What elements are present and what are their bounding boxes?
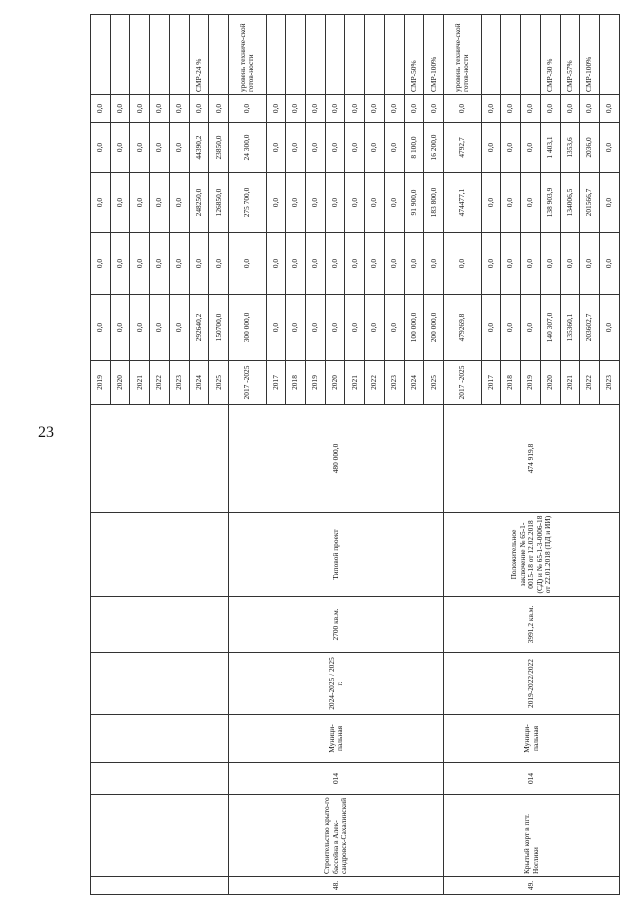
- value-cell: 4792,7: [444, 123, 481, 173]
- note-cell: [209, 15, 229, 95]
- value-cell: 0,0: [365, 233, 385, 295]
- value-cell: 0,0: [404, 233, 424, 295]
- value-cell: 0,0: [110, 173, 130, 233]
- value-cell: 0,0: [384, 95, 404, 123]
- year-cell: 2022: [150, 361, 170, 405]
- value-cell: 0,0: [481, 233, 501, 295]
- value-cell: 0,0: [91, 173, 111, 233]
- project-code: 014: [444, 763, 620, 795]
- value-cell: 200 000,0: [424, 295, 444, 361]
- year-cell: 2019: [521, 361, 541, 405]
- year-cell: 2022: [580, 361, 600, 405]
- value-cell: 0,0: [501, 233, 521, 295]
- value-cell: 0,0: [91, 95, 111, 123]
- note-cell: уровень техниче-ской готов-ности: [229, 15, 266, 95]
- table-body: [91, 15, 620, 895]
- value-cell: 0,0: [501, 173, 521, 233]
- project-name: Строительство крыто-го бассейна в Алек-сандровск-Сахалинский: [229, 795, 444, 877]
- empty-cell: [91, 405, 229, 513]
- project-estimate: 480 000,0: [229, 405, 444, 513]
- year-cell: 2019: [306, 361, 326, 405]
- value-cell: 0,0: [325, 123, 345, 173]
- note-cell: СМР-24 %: [189, 15, 209, 95]
- value-cell: 0,0: [150, 95, 170, 123]
- project-ownership: Муници-пальная: [444, 715, 620, 763]
- value-cell: 0,0: [150, 123, 170, 173]
- empty-cell: [91, 763, 229, 795]
- value-cell: 1 403,1: [540, 123, 560, 173]
- row-number: 49.: [444, 877, 620, 895]
- value-cell: 140 307,0: [540, 295, 560, 361]
- value-cell: 0,0: [306, 123, 326, 173]
- note-cell: [521, 15, 541, 95]
- value-cell: 0,0: [306, 233, 326, 295]
- value-cell: 0,0: [110, 95, 130, 123]
- note-cell: [481, 15, 501, 95]
- year-cell: 2025: [424, 361, 444, 405]
- value-cell: 23850,0: [209, 123, 229, 173]
- value-cell: 0,0: [266, 123, 286, 173]
- note-cell: [286, 15, 306, 95]
- year-cell: 2020: [325, 361, 345, 405]
- value-cell: 0,0: [481, 295, 501, 361]
- value-cell: 0,0: [110, 123, 130, 173]
- project-estimate: 474 919,8: [444, 405, 620, 513]
- investment-table: [90, 14, 620, 895]
- year-cell: 2017 -2025: [229, 361, 266, 405]
- value-cell: 0,0: [229, 233, 266, 295]
- value-cell: 0,0: [501, 295, 521, 361]
- value-cell: 24 300,0: [229, 123, 266, 173]
- note-cell: [384, 15, 404, 95]
- value-cell: 0,0: [365, 123, 385, 173]
- value-cell: 0,0: [130, 173, 150, 233]
- empty-cell: [91, 653, 229, 715]
- project-document: Положительное заключение № 65-1-0015-18 от 12.02.2018 (СД) и № 65-1-3-0006-18 от 22.01.2018 (ПД и ИИ): [444, 513, 620, 597]
- note-cell: [599, 15, 619, 95]
- rotated-table-sheet: [90, 15, 620, 895]
- value-cell: 292640,2: [189, 295, 209, 361]
- value-cell: 0,0: [404, 95, 424, 123]
- year-cell: 2021: [345, 361, 365, 405]
- value-cell: 0,0: [599, 173, 619, 233]
- table-row: [91, 15, 111, 895]
- value-cell: 0,0: [424, 95, 444, 123]
- value-cell: 0,0: [150, 233, 170, 295]
- value-cell: 0,0: [580, 95, 600, 123]
- empty-cell: [91, 597, 229, 653]
- value-cell: 0,0: [599, 233, 619, 295]
- value-cell: 275 700,0: [229, 173, 266, 233]
- value-cell: 0,0: [150, 295, 170, 361]
- value-cell: 0,0: [286, 295, 306, 361]
- value-cell: 0,0: [266, 173, 286, 233]
- value-cell: 1353,6: [560, 123, 580, 173]
- value-cell: 0,0: [209, 233, 229, 295]
- value-cell: 0,0: [560, 95, 580, 123]
- value-cell: 0,0: [169, 123, 189, 173]
- value-cell: 0,0: [91, 295, 111, 361]
- empty-cell: [91, 877, 229, 895]
- value-cell: 474477,1: [444, 173, 481, 233]
- project-period: 2019-2022/2022: [444, 653, 620, 715]
- project-document: Типовой проект: [229, 513, 444, 597]
- table-row: [229, 15, 266, 895]
- note-cell: СМР-57%: [560, 15, 580, 95]
- value-cell: 0,0: [130, 123, 150, 173]
- year-cell: 2023: [599, 361, 619, 405]
- value-cell: 0,0: [540, 95, 560, 123]
- value-cell: 0,0: [325, 173, 345, 233]
- value-cell: 0,0: [384, 173, 404, 233]
- value-cell: 0,0: [560, 233, 580, 295]
- empty-cell: [91, 715, 229, 763]
- value-cell: 0,0: [365, 173, 385, 233]
- project-capacity: 2700 кв.м.: [229, 597, 444, 653]
- value-cell: 0,0: [286, 123, 306, 173]
- value-cell: 0,0: [266, 295, 286, 361]
- year-cell: 2025: [209, 361, 229, 405]
- year-cell: 2017: [481, 361, 501, 405]
- year-cell: 2022: [365, 361, 385, 405]
- year-cell: 2024: [189, 361, 209, 405]
- note-cell: [266, 15, 286, 95]
- value-cell: 126850,0: [209, 173, 229, 233]
- note-cell: СМР-100%: [424, 15, 444, 95]
- value-cell: 0,0: [521, 95, 541, 123]
- value-cell: 300 000,0: [229, 295, 266, 361]
- project-ownership: Муници-пальная: [229, 715, 444, 763]
- note-cell: [345, 15, 365, 95]
- project-capacity: 3991,2 кв.м.: [444, 597, 620, 653]
- value-cell: 0,0: [521, 173, 541, 233]
- value-cell: 0,0: [384, 295, 404, 361]
- note-cell: [169, 15, 189, 95]
- value-cell: 0,0: [444, 95, 481, 123]
- value-cell: 0,0: [599, 295, 619, 361]
- note-cell: [306, 15, 326, 95]
- note-cell: [91, 15, 111, 95]
- value-cell: 0,0: [189, 233, 209, 295]
- value-cell: 0,0: [189, 95, 209, 123]
- value-cell: 0,0: [521, 295, 541, 361]
- note-cell: [365, 15, 385, 95]
- year-cell: 2023: [169, 361, 189, 405]
- value-cell: 0,0: [130, 95, 150, 123]
- year-cell: 2023: [384, 361, 404, 405]
- table-row: [444, 15, 481, 895]
- value-cell: 0,0: [169, 173, 189, 233]
- value-cell: 0,0: [306, 173, 326, 233]
- value-cell: 0,0: [365, 95, 385, 123]
- value-cell: 0,0: [150, 173, 170, 233]
- value-cell: 201566,7: [580, 173, 600, 233]
- value-cell: 16 200,0: [424, 123, 444, 173]
- value-cell: 0,0: [599, 123, 619, 173]
- value-cell: 0,0: [110, 295, 130, 361]
- value-cell: 0,0: [481, 95, 501, 123]
- note-cell: [110, 15, 130, 95]
- value-cell: 0,0: [345, 95, 365, 123]
- value-cell: 0,0: [345, 173, 365, 233]
- value-cell: 0,0: [501, 95, 521, 123]
- value-cell: 0,0: [325, 95, 345, 123]
- project-code: 014: [229, 763, 444, 795]
- value-cell: 0,0: [266, 233, 286, 295]
- value-cell: 0,0: [91, 123, 111, 173]
- project-name: Крытый корт в пгт. Ноглики: [444, 795, 620, 877]
- value-cell: 183 800,0: [424, 173, 444, 233]
- value-cell: 0,0: [580, 233, 600, 295]
- value-cell: 150700,0: [209, 295, 229, 361]
- value-cell: 91 900,0: [404, 173, 424, 233]
- year-cell: 2020: [540, 361, 560, 405]
- note-cell: [130, 15, 150, 95]
- value-cell: 0,0: [345, 233, 365, 295]
- value-cell: 0,0: [424, 233, 444, 295]
- year-cell: 2020: [110, 361, 130, 405]
- note-cell: СМР-50%: [404, 15, 424, 95]
- value-cell: 0,0: [521, 123, 541, 173]
- value-cell: 135360,1: [560, 295, 580, 361]
- value-cell: 0,0: [325, 295, 345, 361]
- value-cell: 0,0: [286, 173, 306, 233]
- value-cell: 0,0: [229, 95, 266, 123]
- note-cell: СМР-30 %: [540, 15, 560, 95]
- value-cell: 2036,0: [580, 123, 600, 173]
- value-cell: 0,0: [306, 295, 326, 361]
- value-cell: 0,0: [169, 295, 189, 361]
- year-cell: 2017 -2025: [444, 361, 481, 405]
- value-cell: 44390,2: [189, 123, 209, 173]
- value-cell: 0,0: [169, 233, 189, 295]
- value-cell: 0,0: [384, 233, 404, 295]
- value-cell: 0,0: [286, 95, 306, 123]
- value-cell: 0,0: [345, 295, 365, 361]
- value-cell: 0,0: [540, 233, 560, 295]
- value-cell: 0,0: [345, 123, 365, 173]
- row-number: 48.: [229, 877, 444, 895]
- value-cell: 0,0: [306, 95, 326, 123]
- value-cell: 0,0: [266, 95, 286, 123]
- year-cell: 2018: [501, 361, 521, 405]
- value-cell: 0,0: [91, 233, 111, 295]
- empty-cell: [91, 513, 229, 597]
- note-cell: [150, 15, 170, 95]
- year-cell: 2021: [560, 361, 580, 405]
- value-cell: 138 903,9: [540, 173, 560, 233]
- value-cell: 0,0: [444, 233, 481, 295]
- page-number: 23: [38, 424, 54, 441]
- value-cell: 0,0: [169, 95, 189, 123]
- year-cell: 2018: [286, 361, 306, 405]
- value-cell: 0,0: [481, 123, 501, 173]
- value-cell: 0,0: [365, 295, 385, 361]
- value-cell: 0,0: [209, 95, 229, 123]
- value-cell: 0,0: [501, 123, 521, 173]
- year-cell: 2019: [91, 361, 111, 405]
- value-cell: 203602,7: [580, 295, 600, 361]
- value-cell: 100 000,0: [404, 295, 424, 361]
- value-cell: 0,0: [110, 233, 130, 295]
- value-cell: 0,0: [286, 233, 306, 295]
- note-cell: [501, 15, 521, 95]
- value-cell: 134006,5: [560, 173, 580, 233]
- value-cell: 0,0: [481, 173, 501, 233]
- value-cell: 8 100,0: [404, 123, 424, 173]
- value-cell: 0,0: [521, 233, 541, 295]
- note-cell: СМР-100%: [580, 15, 600, 95]
- note-cell: уровень техниче-ской готов-ности: [444, 15, 481, 95]
- value-cell: 0,0: [599, 95, 619, 123]
- year-cell: 2017: [266, 361, 286, 405]
- value-cell: 248250,0: [189, 173, 209, 233]
- year-cell: 2021: [130, 361, 150, 405]
- value-cell: 0,0: [130, 233, 150, 295]
- value-cell: 0,0: [384, 123, 404, 173]
- empty-cell: [91, 795, 229, 877]
- value-cell: 479269,8: [444, 295, 481, 361]
- year-cell: 2024: [404, 361, 424, 405]
- note-cell: [325, 15, 345, 95]
- project-period: 2024-2025 / 2025 г.: [229, 653, 444, 715]
- value-cell: 0,0: [130, 295, 150, 361]
- value-cell: 0,0: [325, 233, 345, 295]
